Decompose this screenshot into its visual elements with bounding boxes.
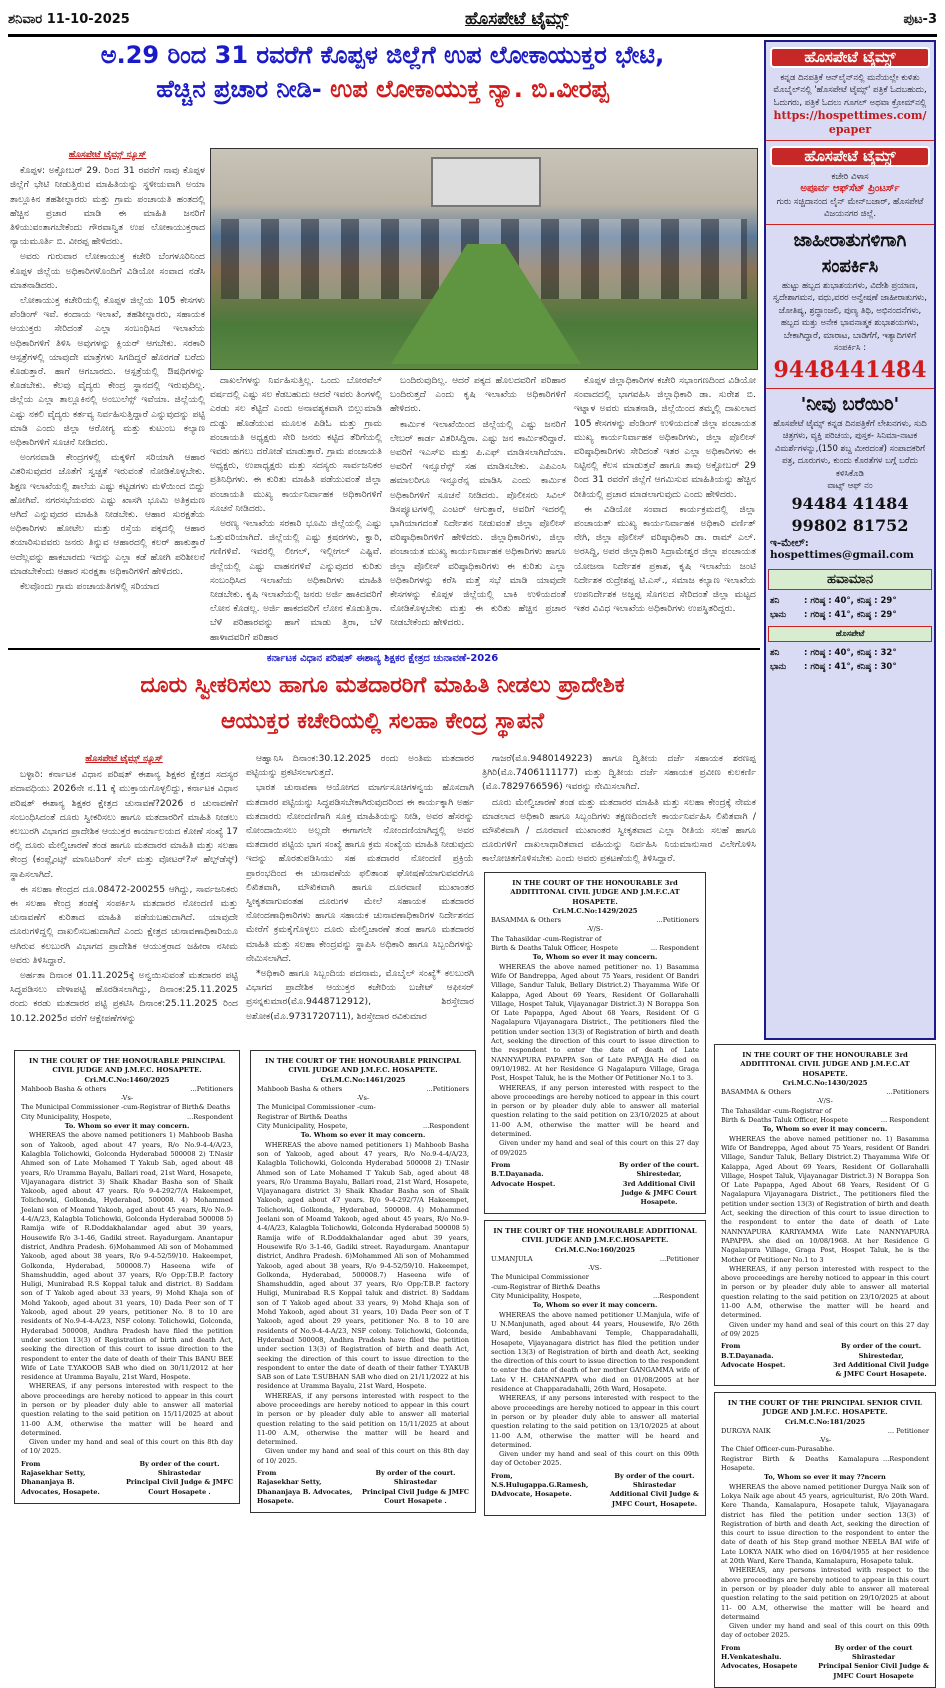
- legal-notice: [714, 1392, 936, 1688]
- printer-name: ಅಪೂರ್ವ ಆಫ್‌ಸೆಟ್ ಪ್ರಿಂಟರ್ಸ್: [800, 183, 900, 194]
- second-paragraph: *ಅಧಿಕಾರಿ ಹಾಗೂ ಸಿಬ್ಬಂದಿಯ ಪದನಾಮ, ಮೊಬೈಲ್ ಸಂಖ್ಯೆ* ಕಲಬುರಗಿ ವಿಭಾಗದ ಪ್ರಾದೇಶಿಕ ಆಯುಕ್ತರ ಕಚೇರಿಯ ಬಜೇಟ್ ಆಫೀಸರ್ ಪ್ರಸನ್ನಕುಮಾರ(ಮೊ.9448712912), ಶಿರಸ್ತೇದಾರ ಅಶೋಕ(ಮೊ.9731720711), ಶಿರಸ್ತೇದಾರ ರವಿಕುಮಾರ: [246, 968, 474, 1022]
- petitioner-role: ...Petitioner: [659, 1254, 699, 1263]
- photo-screen: [431, 157, 541, 207]
- from-line: Rajasekhar Setty,: [21, 1469, 86, 1478]
- versus: -V/S-: [817, 1097, 833, 1106]
- ads-contact-label: ಸಂಪರ್ಕಿಸಿ :: [833, 343, 867, 353]
- versus: -Vs-: [120, 1094, 134, 1103]
- lead-headline-line2: [10, 72, 755, 106]
- order-line: JMFC Court, Hosapete.: [611, 1499, 697, 1508]
- from-line: N.S.Hulugappa.G.Ramesh,: [491, 1481, 589, 1490]
- notice-order: [126, 1460, 233, 1497]
- notice-paragraph: WHEREAS the above named petitioner U.Manjula, wife of U N.Manjunath, aged about 44 years, Housewife, R/o 26th Ward, beside Ambabhavani Temple, Chapparadahalli, Hosapete, Vijayanagara district has filed the petition under section 13(3) of Registration of birth and death Act, seeking the direction of this court to issue direction to the respondent to enter the date of death of her mother GANGAMMA wife of Late V H. CHANNAPPA who died on 01/08/2005 at her residence at Chapparadahalli, 26th Ward, Hosapete.: [491, 1310, 699, 1394]
- weather-max: : 40°,: [828, 647, 854, 658]
- respondent-role: ...Respondent: [187, 1112, 233, 1121]
- page-header: [8, 4, 937, 34]
- respondent-row: [721, 1455, 929, 1474]
- respondent-role: ...Respondent: [883, 1454, 929, 1463]
- lead-paragraph: ಅವರು ಗುರುವಾರ ಲೋಕಾಯುಕ್ತ ಕಚೇರಿ ಬೆಂಗಳೂರಿನಿಂದ ಕೊಪ್ಪಳ ಜಿಲ್ಲೆಯ ಅಧಿಕಾರಿಗಳೊಂದಿಗೆ ವಿಡಿಯೋ ಸಂವಾದ ನಡೆಸಿ ಮಾತನಾಡಿದರು.: [10, 251, 205, 291]
- weather-min-label: ಕನಿಷ್ಠ: [856, 609, 872, 620]
- petitioner-name: DURGYA NAIK: [721, 1426, 771, 1435]
- weather-max-label: : ಗರಿಷ್ಠ: [804, 661, 826, 672]
- respondent-line: Birth & Deaths Taluk Officer, Hospete: [491, 944, 619, 953]
- court-title: IN THE COURT OF THE PRINCIPAL SENIOR CIVIL JUDGE AND J.M.F.C. HOSAPETE.: [727, 1399, 923, 1417]
- second-paragraph: ಅರ್ಹತಾ ದಿನಾಂಕ 01.11.2025ಕ್ಕೆ ಅನ್ವಯಿಸುವಂತೆ ಮತದಾರರ ಪಟ್ಟಿ ಸಿದ್ಧಪಡಿಸಲು ವೇಳಾಪಟ್ಟಿ ಹೊರಡಿಸಲಾಗಿದ್ದು, ದಿನಾಂಕ:25.11.2025 ರಂದು ಕರಡು ಮತದಾರರ ಪಟ್ಟಿ ಪ್ರಕಟಿಸಿ ದಿನಾಂಕ:25.11.2025 ರಿಂದ 10.12.2025ರ ವರೆಗೆ ಆಕ್ಷೇಪಣೆಗಳನ್ನು: [10, 970, 238, 1024]
- case-number: Cri.M.C.No:1429/2025: [552, 906, 638, 915]
- case-number: Cri.M.C.No:181/2025: [784, 1417, 866, 1426]
- epaper-url-path[interactable]: epaper: [828, 123, 872, 136]
- sidebar-masthead: ಹೊಸಪೇಟೆ ಟೈಮ್ಸ್: [770, 47, 930, 68]
- respondent-line: Registrar Birth & Deaths Kamalapura Hosapete.: [721, 1454, 879, 1473]
- weather-row: [766, 608, 934, 622]
- notice-signatures: [491, 1472, 699, 1509]
- from-line: Hosapete.: [257, 1496, 294, 1505]
- versus: -Vs-: [356, 1094, 370, 1103]
- lead-paragraph: ಅಂಗನವಾಡಿ ಕೇಂದ್ರಗಳಲ್ಲಿ ಮಕ್ಕಳಿಗೆ ಸರಿಯಾಗಿ ಆಹಾರ ವಿತರಿಸುವುದರ ಜೊತೆಗೆ ಸ್ವಚ್ಚತೆ ಇರುವಂತೆ ನೋಡಿಕೊಳ್ಳಬೇಕು. ಶಿಕ್ಷಣ ಇಲಾಖೆಯಲ್ಲಿ ಶಾಲೆಯ ಎಷ್ಟು ಕಟ್ಟಡಗಳು ಮಳೆಯಿಂದ ಬಿದ್ದು ಹೋಗಿವೆ. ನಗರಸಭೆಯವರು ಎಷ್ಟು ಖಾಸಗಿ ಭೂಮಿ ಅತಿಕ್ರಮಣ ಆಗಿದೆ ಎನ್ನುವುದರ ಮಾಹಿತಿ ನೀಡಬೇಕು. ಆಹಾರ ಸುರಕ್ಷತೆಯ ಅಧಿಕಾರಿಗಳು ಹೋಟೆಲ ಮತ್ತು ರಸ್ತೆಯ ಪಕ್ಕದಲ್ಲಿ ಆಹಾರ ತಯಾರಿಸುವವರು ಜನರು ತಿನ್ನುವ ಆಹಾರದಲ್ಲಿ ಕಲರ್ ಹಾಕುತ್ತಾರೆ ಅದೆಲ್ಲವನ್ನು ಹಾಕಬಾರದು ಇದನ್ನು ಎಲ್ಲಾ ಕಡೆ ಹೋಗಿ ಪರಿಶೀಲನೆ ಮಾಡಬೇಕೆಂದು ಆಹಾರ ಸುರಕ್ಷತಾ ಅಧಿಕಾರಿಗಳಿಗೆ ಹೇಳಿದರು.: [10, 452, 205, 577]
- notice-paragraph: WHEREAS, if any persons interested with respect to the above proceedings are hereby noticed to appear in this court in person or by pleader duly able to answer all material question relating to the said petition on 15/11/2025 at about 11-00 A.M, otherwise the matter will be heard and determined.: [257, 1391, 469, 1447]
- office-label: ಕಚೇರಿ ವಿಳಾಸ: [831, 171, 869, 182]
- from-line: B.T.Dayanada.: [491, 1170, 544, 1179]
- epaper-link[interactable]: [770, 109, 930, 137]
- whatsapp-number-1[interactable]: 94484 41484: [791, 493, 909, 513]
- respondent-line: City Municipality, Hospete,: [21, 1112, 112, 1121]
- from-line: DAdvocate, Hosapete.: [491, 1490, 572, 1499]
- epaper-text: ಕನ್ನಡ ದಿನಪತ್ರಿಕೆ ಆನ್‌ಲೈನ್‌ನಲ್ಲಿ ಮನೆಯಲ್ಲೇ ಕುಳಿತು ಮೊಬೈಲ್‌ನಲ್ಲಿ 'ಹೊಸಪೇಟೆ ಟೈಮ್ಸ್' ಪತ್ರಿಕೆ ಓದಬಹುದು, ಓದುಗರು, ಪತ್ರಿಕೆ ಓದಲು ಗೂಗಲ್ ಅಥವಾ ಕ್ರೋಮ್‌ನಲ್ಲಿ: [773, 72, 927, 108]
- header-rule: [8, 34, 937, 37]
- respondent-role: ...Respondent: [423, 1122, 469, 1131]
- respondent-line: The Municipal Commissioner: [491, 1273, 589, 1282]
- section-rule: [8, 648, 760, 650]
- weather-heading: ಹವಾಮಾನ: [768, 569, 932, 590]
- lead-byline: ಹೊಸಪೇಟೆ ಟೈಮ್ಸ್ ನ್ಯೂಸ್: [68, 150, 147, 160]
- petitioner-row: [21, 1085, 233, 1094]
- petitioner-role: ...Petitioners: [426, 1084, 469, 1093]
- lead-paragraph: ಬಂದಿರುವುದಿಲ್ಲ. ಆದರೆ ಪಕ್ಕದ ಹೊಲದವರಿಗೆ ಪರಿಹಾರ ಬಂದಿರುತ್ತದೆ ಎಂದು ಕೃಷಿ ಇಲಾಖೆಯ ಅಧಿಕಾರಿಗಳಿಗೆ ಹೇಳಿದರು.: [390, 375, 566, 415]
- respondent-line: Birth & Deaths Taluk Officer, Hospete: [721, 1116, 849, 1125]
- from-line: From: [721, 1342, 741, 1351]
- versus: -V/S-: [587, 925, 603, 934]
- order-line: Additional Civil Judge &: [609, 1490, 699, 1499]
- second-column-3: [482, 752, 756, 864]
- order-line: By order of the court.: [139, 1459, 220, 1468]
- weather-row: [766, 594, 934, 608]
- second-paragraph: ಬಳ್ಳಾರಿ: ಕರ್ನಾಟಕ ವಿಧಾನ ಪರಿಷತ್ ಈಶಾನ್ಯ ಶಿಕ್ಷಕರ ಕ್ಷೇತ್ರದ ಸದಸ್ಯರ ಪದಾವಧಿಯು 2026ನೇ ನ.11 ಕ್ಕೆ ಮುಕ್ತಾಯಗೊಳ್ಳಲಿದ್ದು, ಕರ್ನಾಟಕ ವಿಧಾನ ಪರಿಷತ್ ಈಶಾನ್ಯ ಶಿಕ್ಷಕರ ಕ್ಷೇತ್ರದ ಚುನಾವಣೆ?2026 ರ ಚುನಾವಣೆಗೆ ಸಂಬಂಧಿಸಿದಂತೆ ದೂರು ಸ್ವೀಕರಿಸಲು ಹಾಗೂ ಮತದಾರರಿಗೆ ಮಾಹಿತಿ ನೀಡಲು ಕಲಬುರಗಿ ವಿಭಾಗದ ಪ್ರಾದೇಶಿಕ ಆಯುಕ್ತರ ಕಾರ್ಯಾಲಯದ ಕೋಣೆ ಸಂಖ್ಯೆ 17 ರಲ್ಲಿ ದೂರು ಮೇಲ್ವಿಚಾರಣೆ ತಂಡ ಹಾಗೂ ಮತದಾರರ ಮಾಹಿತಿ ಮತ್ತು ಸಲಹಾ ಕೇಂದ್ರ (ಕಂಪ್ಲೈಂಟ್ಸ್ ಮಾನಿಟರಿಂಗ್ ಸೆಲ್ ಮತ್ತು ವೋಟರ್?ಸ್ ಹೆಲ್ಪ್‌ಡೆಸ್ಕ್) ಸ್ಥಾಪಿಸಲಾಗಿದೆ.: [10, 769, 238, 880]
- weather-day: ಭಾನು: [770, 609, 787, 620]
- notice-paragraph: WHEREAS, if any persons interested with respect to the above proceedings are hereby noticed to appear in this court in person or by pleader duly able to answer all material question relating to the said petition on 13/10/2025 at about 11-00 A.M, otherwise the matter will be heard and determined.: [491, 1394, 699, 1449]
- second-paragraph: ಭಾರತ ಚುನಾವಣಾ ಆಯೋಗದ ಮಾರ್ಗಸೂಚಿಗಳನ್ವಯ ಹೊಸದಾಗಿ ಮತದಾರರ ಪಟ್ಟಿಯನ್ನು ಸಿದ್ಧಪಡಿಸಬೇಕಾಗಿರುವುದರಿಂದ ಈ ಕಾರ್ಯಕ್ಕಾಗಿ ಅರ್ಹ ಮತದಾರರು ನೋಂದಣಿಗಾಗಿ ಸೂಕ್ತ ಮಾಹಿತಿಯನ್ನು ನೀಡಿ, ಅವರ ಹೆಸರನ್ನು ನೋಂದಾಯಿಸಲು ಅಲ್ಲದೇ ಈಗಾಗಲೇ ನೋಂದಣಿಯಾಗಿದ್ದಲ್ಲಿ ಅವರ ಮತದಾರರ ಪಟ್ಟಿಯ ಭಾಗ ಸಂಖ್ಯೆ ಹಾಗೂ ಕ್ರಮ ಸಂಖ್ಯೆಯ ಮಾಹಿತಿ ನೀಡುವುದು ಇದನ್ನು ಹೊರತುಪಡಿಸಿಯು ಸಹ ಮತದಾರರ ನೋಂದಣಿ ಪ್ರಕ್ರಿಯೆ ಪ್ರಾರಂಭದಿಂದ ಈ ಚುನಾವಣೆಯ ಫಲಿತಾಂಶ ಘೋಷಣೆಯಾಗುವವರೆಗೂ ಲಿಖಿತವಾಗಿ, ಮೌಖಿಕವಾಗಿ ಹಾಗೂ ದೂರವಾಣಿ ಮುಖಾಂತರ ಸ್ವೀಕೃತವಾಗುವಂತಹ ದೂರುಗಳ ಮೇಲೆ ಸಹಾಯಕ ಮತದಾರರ ನೋಂದಣಾಧಿಕಾರಿಗಳು ಹಾಗೂ ಸಹಾಯಕ ಚುನಾವಣಾಧಿಕಾರಿಗಳ ನಿರ್ದೇಶನದ ಮೇರೆಗೆ ಕ್ರಮಕೈಗೊಳ್ಳಲು ದೂರು ಮೇಲ್ವಿಚಾರಣೆ ತಂಡ ಹಾಗೂ ಮತದಾರರ ಮಾಹಿತಿ ಮತ್ತು ಸಲಹಾ ಕೇಂದ್ರವನ್ನು ಸ್ಥಾಪಿಸಿ ಅಧಿಕಾರಿ ಹಾಗೂ ಸಿಬ್ಬಂದಿಗಳನ್ನು ನೇಮಿಸಲಾಗಿದೆ.: [246, 782, 474, 964]
- second-column-1: [10, 752, 238, 1042]
- notice-from: [21, 1460, 100, 1497]
- respondent-line: The Tahasildar -cum-Registrar of: [721, 1106, 832, 1115]
- second-column-2: [246, 752, 474, 1042]
- petitioner-row: [491, 916, 699, 925]
- order-line: 3rd Additional Civil: [622, 1179, 696, 1188]
- petitioner-role: ... Petitioner: [887, 1426, 929, 1435]
- petitioner-name: Mahboob Basha & others: [21, 1084, 107, 1093]
- weather-min: : 32°: [874, 647, 897, 658]
- legal-notice: [250, 1050, 476, 1513]
- legal-notice: [14, 1050, 240, 1504]
- weather-day: ಭಾನು: [770, 661, 787, 672]
- notice-from: [257, 1469, 352, 1506]
- respondent-role: ...Respondent: [653, 1292, 699, 1301]
- lead-headline-line1: ಅ.29 ರಿಂದ 31 ರವರೆಗೆ ಕೊಪ್ಪಳ ಜಿಲ್ಲೆಗೆ ಉಪ ಲೋಕಾಯುಕ್ತರ ಭೇಟಿ,: [100, 41, 665, 69]
- lead-paragraph: ಕೊಪ್ಪಳ ಜಿಲ್ಲಾಧಿಕಾರಿಗಳ ಕಚೇರಿ ಸಭಾಂಗಣದಿಂದ ವಿಡಿಯೋ ಸಂವಾದದಲ್ಲಿ ಭಾಗವಹಿಸಿ ಜಿಲ್ಲಾಧಿಕಾರಿ ಡಾ. ಸುರೇಶ ಬಿ. ಇಟ್ನಾಳ ಅವರು ಮಾತನಾಡಿ, ಜಿಲ್ಲೆಯಿಂದ ತಮ್ಮಲ್ಲಿ ದಾಖಲಾದ 105 ಕೇಸಗಳನ್ನು ಪೆಂಡಿಂಗ್ ಉಳಿಯದಂತೆ ಜಿಲ್ಲಾ ಪಂಚಾಯತ ಮುಖ್ಯ ಕಾರ್ಯನಿರ್ವಾಹಕ ಅಧಿಕಾರಿಗಳು, ಜಿಲ್ಲಾ ಪೊಲೀಸ್ ವರಿಷ್ಠಾಧಿಕಾರಿಗಳು ಸೇರಿದಂತೆ ಇತರ ಎಲ್ಲಾ ಅಧಿಕಾರಿಗಳು ಈ ನಿಟ್ಟಿನಲ್ಲಿ ಕೆಲಸ ಮಾಡುತ್ತವೆ ಹಾಗೂ ತಾವು ಅಕ್ಟೋಬರ್ 29 ರಿಂದ 31 ರವರೆಗೆ ಜಿಲ್ಲೆಗೆ ಆಗಮಿಸುವ ಮಾಹಿತಿಯನ್ನು ಹೆಚ್ಚಿನ ರೀತಿಯಲ್ಲಿ ಪ್ರಚಾರ ಮಾಡಲಾಗುವುದು ಎಂದು ಹೇಳಿದರು.: [574, 375, 756, 500]
- petitioner-name: BASAMMA & Others: [721, 1088, 791, 1097]
- second-headline-line1: ದೂರು ಸ್ವೀಕರಿಸಲು ಹಾಗೂ ಮತದಾರರಿಗೆ ಮಾಹಿತಿ ನೀಡಲು ಪ್ರಾದೇಶಿಕ: [140, 673, 625, 698]
- order-line: Hosapete.: [640, 1198, 678, 1207]
- weather-min-label: ಕನಿಷ್ಠ: [856, 595, 872, 606]
- order-line: Shirastedar: [852, 1653, 896, 1662]
- order-line: Court Hosapete .: [148, 1487, 211, 1496]
- order-line: Principal Civil Judge & JMFC: [125, 1478, 233, 1487]
- petitioner-role: ...Petitioners: [886, 1088, 929, 1097]
- notice-signatures: [721, 1644, 929, 1681]
- weather-max: : 40°,: [828, 595, 854, 606]
- lead-column-4: [574, 374, 756, 644]
- lead-paragraph: ಕೆಲವೊಂದು ಗ್ರಾಮ ಪಂಚಾಯತಿಗಳಲ್ಲಿ ಸರಿಯಾದ: [20, 581, 160, 593]
- email-link[interactable]: ಇ-ಮೇಲ್: hospettimes@gmail.com: [770, 536, 914, 561]
- second-kicker: ಕರ್ನಾಟಕ ವಿಧಾನ ಪರಿಷತ್ ಈಶಾನ್ಯ ಶಿಕ್ಷಕರ ಕ್ಷೇತ್ರದ ಚುನಾವಣೆ-2026: [266, 653, 499, 664]
- weather-row: [766, 660, 934, 674]
- second-paragraph: ಆಹ್ವಾನಿಸಿ ದಿನಾಂಕ:30.12.2025 ರಂದು ಅಂತಿಮ ಮತದಾರರ ಪಟ್ಟಿಯನ್ನು ಪ್ರಕಟಿಸಲಾಗುತ್ತದೆ.: [246, 753, 474, 779]
- order-line: Shirastedar: [157, 1469, 202, 1478]
- notice-paragraph: WHEREAS, any persons intrested with respect to the above proceedings are hereby noticed to appear in this court in person or by pleader duly able to answer all matereal question relating to the said petition on 29/10/2025 at about 11- 00 A.M, otherwise the matter will be heard and determaind: [721, 1566, 929, 1621]
- notice-given: Given under my hand and seal of this court on this 27 day of 09/ 2025: [721, 1320, 929, 1338]
- order-line: Judge & JMFC Court: [621, 1188, 697, 1197]
- order-line: Principal Civil Judge & JMFC: [361, 1487, 469, 1496]
- lead-paragraph: ಕಾರ್ಮಿಕ ಇಲಾಖೆಯಿಂದ ಜಿಲ್ಲೆಯಲ್ಲಿ ಎಷ್ಟು ಜನರಿಗೆ ಲೇಬರ್ ಕಾರ್ಡ ವಿತರಿಸಿದ್ದಿರಾ. ಎಷ್ಟು ಜನ ಕಾರ್ಮಿಕರಿದ್ದಾರೆ. ಅವರಿಗೆ ಇಎಸ್‌ಐ ಮತ್ತು ಪಿ.ಎಫ್ ಮಾಡಿಸಲಾಗಿದೆಯಾ. ಅವರಿಗೆ ಇನ್ಸೂರೆನ್ಸ್ ಸಹ ಮಾಡಿಸಬೇಕು. ಎಪಿಎಂಸಿ ಹಮಾಲರಿಗೂ ಇನ್ಸೂರೆನ್ಸ ಮಾಡಿಸಿ ಎಂದು ಕಾರ್ಮಿಕ ಅಧಿಕಾರಿಗಳಿಗೆ ಸೂಚನೆ ನೀಡಿದರು. ಪೊಲೀಸರು ಸಿವಿಲ್ ಡಿಸಪ್ಯೂಟಗಳಲ್ಲಿ ಎಂಟರ್ ಆಗುತ್ತಾರೆ, ಅವರಿಗೆ ಇದರಲ್ಲಿ ಭಾಗಿಯಾಗದಂತೆ ನಿರ್ದೇಶನ ನೀಡುವಂತೆ ಜಿಲ್ಲಾ ಪೊಲೀಸ್ ವರಿಷ್ಠಾಧಿಕಾರಿಗಳಿಗೆ ಹೇಳಿದರು. ಜಿಲ್ಲಾಧಿಕಾರಿಗಳು, ಜಿಲ್ಲಾ ಪಂಚಾಯತ ಮುಖ್ಯ ಕಾರ್ಯನಿರ್ವಾಹಕ ಅಧಿಕಾರಿಗಳು ಹಾಗೂ ಜಿಲ್ಲಾ ಪೊಲೀಸ್ ವರಿಷ್ಠಾಧಿಕಾರಿಗಳು ಈ ಕುರಿತು ಎಲ್ಲಾ ಅಧಿಕಾರಿಗಳನ್ನು ಕರೆಸಿ ಮತ್ತೆ ಸಭೆ ಮಾಡಿ ಯಾವುದೇ ಕೇಸಗಳನ್ನು ಕೊಪ್ಪಳ ಜಿಲ್ಲೆಯಲ್ಲಿ ಬಾಕಿ ಉಳಿಯದಂತೆ ನೋಡಿಕೊಳ್ಳಬೇಕು ಮತ್ತು ಈ ಕುರಿತು ಹೆಚ್ಚಿನ ಪ್ರಚಾರ ನೀಡಬೇಕೆಂದು ಹೇಳಿದರು.: [390, 418, 566, 629]
- order-line: Shirastedar: [632, 1481, 676, 1490]
- second-paragraph: ಗಾಜರೆ(ಮೊ.9480149223) ಹಾಗೂ ದ್ವಿತೀಯ ದರ್ಜೆ ಸಹಾಯಕ ಶರಣಪ್ಪ ತ್ರಿಗಿರಿ(ಮೊ.7406111177) ಮತ್ತು ದ್ವಿತೀಯ ದರ್ಜೆ ಸಹಾಯಕ ಪ್ರವೀಣ ಕುಲಕರ್ಣಿ (ಮೊ.7829766596) ಇವರನ್ನು ನೇಮಿಸಲಾಗಿದೆ.: [482, 753, 756, 793]
- order-line: By order of the court: [834, 1643, 913, 1652]
- petitioner-name: BASAMMA & Others: [491, 916, 561, 925]
- from-line: Advocate Hospet.: [721, 1360, 786, 1369]
- respondent-row: [257, 1122, 469, 1131]
- write-box: [766, 389, 934, 565]
- notice-paragraph: WHEREAS the above named petitioner Durgya Naik son of Lokya Naik age about 45 years, agriculturist, R/o 20th Ward. Kere Thanda, Kamalapura, Hosapete taluk, Vijayanagara district has filed the petition under section 13(3) of Registration of birth and death Act, seeking the direction of this court to issue direction to the respondent to enter the date of death of his Step grand mother NEELA BAI wife of Late LOKYA NAIK who died on 16/04/1955 at her residence at 20th Ward, Kere Thanda, Kamalapura, Hosapete taluk.: [721, 1482, 929, 1566]
- case-number: Cri.M.C.No:1430/2025: [782, 1078, 868, 1087]
- sidebar: [764, 40, 936, 1040]
- respondent-line: The Municipal Commissioner -cum-: [257, 1103, 376, 1112]
- epaper-url[interactable]: https://hospettimes.com/: [773, 109, 927, 122]
- write-text: ಹೊಸಪೇಟೆ ಟೈಮ್ಸ್ ಕನ್ನಡ ದಿನಪತ್ರಿಕೆಗೆ ಲೇಖನಗಳು, ಸುದಿ ಚಿತ್ರಗಳು, ವ್ಯಕ್ತಿ ಪರಿಚಯ, ಪುಸ್ತಕ- ಸಿನಿಮಾ-ನಾಟಕ ವಿಮರ್ಶೆಗಳನ್ನು,(150 ಶಬ್ದ ಮೀರದಂತೆ) ಸಂಪಾದಕರಿಗೆ ಪತ್ರ, ದೂರುಗಳು, ಕುಂದು ಕೊರತೆಗಳ ಬಗ್ಗೆ ಬರೆದು ಕಳಿಸಿಕೊಡಿ: [773, 418, 927, 479]
- lead-paragraph: ಲೋಕಾಯುಕ್ತ ಕಚೇರಿಯಲ್ಲಿ ಕೊಪ್ಪಳ ಜಿಲ್ಲೆಯ 105 ಕೇಸಗಳು ಪೆಂಡಿಂಗ್ ಇವೆ. ಕಂದಾಯ ಇಲಾಖೆ, ತಹಶೀಲ್ದಾರರು, ಸಹಾಯಕ ಆಯುಕ್ತರು ಸೇರಿದಂತೆ ಎಲ್ಲಾ ಸಂಬಂಧಿಸಿದ ಇಲಾಖೆಯ ಅಧಿಕಾರಿಗಳಿಗೆ ತಿಳಿಸಿ ಅವುಗಳನ್ನು ಕ್ಲಿಯರ್ ಆಗಬೇಕು. ಸರಕಾರಿ ಆಸ್ಪತ್ರೆಗಳಲ್ಲಿ ಯಾವುದೇ ಮಾತ್ರೆಗಳು ಸಿಗದಿದ್ದರೆ ಹೊರಗಡೆ ಬರೆದು ಕೊಡುತ್ತಾರೆ. ಹಾಗೆ ಆಗಬಾರದು. ಆಸ್ಪತ್ರೆಯಲ್ಲಿ ಔಷಧಿಗಳನ್ನು ಕೊಡಬೇಕು. ಕೆಲವು ವೈದ್ಯರು ಕೇಂದ್ರ ಸ್ಥಾನದಲ್ಲಿ ಇರುವುದಿಲ್ಲ. ಜಿಲ್ಲೆಯ ಎಲ್ಲಾ ತಾಲ್ಲೂಕಿನಲ್ಲಿ ಅಂಬುಲೆನ್ಸ್ ಇವೆಯಾ. ಜಿಲ್ಲೆಯಲ್ಲಿ ಎಷ್ಟು ನಕಲಿ ವೈದ್ಯರು ಕರ್ತವ್ಯ ನಿರ್ವಹಿಸುತ್ತಿದ್ದಾರೆ ಎನ್ನುವುದನ್ನು ಪಟ್ಟಿ ಮಾಡಿ ಎಂದು ಜಿಲ್ಲಾ ಆರೋಗ್ಯ ಮತ್ತು ಕುಟುಂಬ ಕಲ್ಯಾಣ ಅಧಿಕಾರಿಗಳಿಗೆ ಸೂಚನೆ ನೀಡಿದರು.: [10, 295, 205, 449]
- ads-subheading: ಸಂಪರ್ಕಿಸಿ: [821, 255, 879, 277]
- from-line: Advocates, Hosapete: [721, 1662, 798, 1671]
- respondent-line: -cum-Registrar of Birth& Deaths: [491, 1282, 601, 1291]
- order-line: By order of the court.: [618, 1160, 699, 1169]
- court-title: IN THE COURT OF THE HONOURABLE ADDITIONAL CIVIL JUDGE AND J.M.F.C.HOSAPETE.: [493, 1227, 697, 1245]
- to-whom: To, Whom so ever it may concern.: [532, 1301, 658, 1310]
- legal-notice: [714, 1044, 936, 1386]
- from-line: From: [721, 1643, 741, 1652]
- weather-max: : 41°,: [828, 609, 854, 620]
- weather-max: : 41°,: [828, 661, 854, 672]
- lead-paragraph: ಈ ವಿಡಿಯೋ ಸಂವಾದ ಕಾರ್ಯಕ್ರಮದಲ್ಲಿ ಜಿಲ್ಲಾ ಪಂಚಾಯತ್ ಮುಖ್ಯ ಕಾರ್ಯನಿರ್ವಾಹಕ ಅಧಿಕಾರಿ ವರ್ಣಿತ್ ನೇಗಿ, ಜಿಲ್ಲಾ ಪೊಲೀಸ್ ವರಿಷ್ಠಾಧಿಕಾರಿ ಡಾ. ರಾಮ್ ಎಲ್. ಅರಸಿದ್ದಿ, ಅಪರ ಜಿಲ್ಲಾಧಿಕಾರಿ ಸಿದ್ರಾಮೇಶ್ವರ ಜಿಲ್ಲಾ ಪಂಚಾಯತ ಯೋಜನಾ ನಿರ್ದೇಶಕ ಪ್ರಕಾಶ, ಕೃಷಿ ಇಲಾಖೆಯ ಜಂಟಿ ನಿರ್ದೇಶಕ ರುದ್ರೇಶಪ್ಪ ಟಿ.ಎಸ್., ಸಮಾಜ ಕಲ್ಯಾಣ ಇಲಾಖೆಯ ಉಪನಿರ್ದೇಶಕ ಅಜ್ಜಪ್ಪ ಸೊಗಲದ ಸೇರಿದಂತೆ ಜಿಲ್ಲಾ ಮಟ್ಟದ ಇತರ ವಿವಿಧ ಇಲಾಖೆಯ ಅಧಿಕಾರಿಗಳು ಉಪಸ್ಥಿತರಿದ್ದರು.: [574, 503, 756, 615]
- respondent-role: ... Respondent: [650, 944, 699, 953]
- court-title: IN THE COURT OF THE HONOURABLE PRINCIPAL CIVIL JUDGE AND J.M.F.C. HOSAPETE.: [265, 1057, 461, 1075]
- weather-min: : 29°: [874, 595, 897, 606]
- weather-max-label: : ಗರಿಷ್ಠ: [804, 647, 826, 658]
- ads-phone[interactable]: 9448441484: [773, 356, 927, 383]
- respondent-line: The Tahasildar -cum-Registrar of: [491, 934, 602, 943]
- weather-min-label: ಕನಿಷ್ಠ: [856, 647, 872, 658]
- respondent-row: [491, 944, 699, 953]
- second-headline: [10, 668, 755, 740]
- respondent-line: The Chief Officer-cum-Purasabhe.: [721, 1445, 835, 1454]
- respondent-line: City Municipality, Hospete,: [257, 1122, 348, 1131]
- lead-column-2: [210, 374, 382, 644]
- order-line: Shirestedar,: [636, 1170, 682, 1179]
- issue-date: ಶನಿವಾರ 11-10-2025: [8, 11, 130, 27]
- weather-min: : 30°: [874, 661, 897, 672]
- epaper-box: [766, 42, 934, 141]
- notice-given: Given under my hand and seal of this court on this 09th day of October 2025.: [491, 1450, 699, 1468]
- lead-paragraph: ದಾಖಲೆಗಳನ್ನು ನಿರ್ವಹಿಸುತ್ತಿಲ್ಲ. ಒಂದು ಬೋರವೆಲ್ ವರ್ಷದಲ್ಲಿ ಎಷ್ಟು ಸಲ ಕೆಡಬಹುದು ಆದರೆ ಇವರು ತಿಂಗಳಲ್ಲಿ ಎರಡು ಸಲ ಕೆಟ್ಟಿದೆ ಎಂದು ಅನಾವಶ್ಯಕವಾಗಿ ಬಿಲ್ಲುಮಾಡಿ ದುಡ್ಡು ಹೊಡೆಯುವ ಮೂಲಕ ಪಿಡಿಓ ಮತ್ತು ಗ್ರಾಮ ಪಂಚಾಯತಿ ಅಧ್ಯಕ್ಷರು ಸೇರಿ ಜನರು ಕಟ್ಟಿದ ತೆರಿಗೆಯಲ್ಲಿ ಇವರು ಹಗಲು ದರೋಡೆ ಮಾಡುತ್ತಾರೆ. ಗ್ರಾಮ ಪಂಚಾಯತಿ ಅಧ್ಯಕ್ಷರು, ಉಪಾಧ್ಯಕ್ಷರು ಮತ್ತು ಸದಸ್ಯರು ಸಾರ್ವಜನಿಕರ ಪ್ರತಿನಿಧಿಗಳು. ಈ ಕುರಿತು ಮಾಹಿತಿ ಪಡೆಯುವಂತೆ ಜಿಲ್ಲಾ ಪಂಚಾಯತಿ ಮುಖ್ಯ ಕಾರ್ಯನಿರ್ವಾಹಕ ಅಧಿಕಾರಿಗಳಿಗೆ ಸೂಚನೆ ನೀಡಿದರು.: [210, 375, 382, 514]
- weather-day: ಶನಿ: [770, 595, 780, 606]
- from-line: H.Venkateshalu.: [721, 1653, 782, 1662]
- weather-min: : 29°: [874, 609, 897, 620]
- notice-order: [619, 1161, 699, 1207]
- respondent-row: [491, 1292, 699, 1301]
- order-line: Shirestedar,: [858, 1351, 904, 1360]
- notice-order: [610, 1472, 699, 1509]
- notice-order: [818, 1644, 929, 1681]
- office-box: [766, 141, 934, 225]
- respondent-row: [21, 1113, 233, 1122]
- to-whom: To, Whom so ever it may concern.: [762, 1125, 888, 1134]
- ads-text: ಹುಟ್ಟು ಹಬ್ಬದ ಶುಭಾಶಯಗಳು, ವಿದೇಶಿ ಪ್ರಯಾಣ, ಸ್ವದೇಶಾಗಮನ, ವಧು,ವರರ ಅನ್ವೇಷಣೆ ಜಾಹೀರಾತುಗಳು, ಜೋತಿಷ್ಯ, ಶ್ರದ್ಧಾಂಜಲಿ, ಪುಣ್ಯ ತಿಥಿ, ಅಭಿನಂದನೆಗಳು, ಹಬ್ಬದ ಮತ್ತು ಅನೇಕ ಭಾವನಾತ್ಮಕ ಶುಭಾಶಯಗಳು, ಬೇಕಾಗಿದ್ದಾರೆ, ಮಾರಾಟ, ಬಾಡಿಗೆಗೆ, ಇತ್ಯಾದಿಗಳಿಗೆ: [773, 280, 927, 341]
- legal-notice: [484, 1220, 706, 1516]
- order-line: 3rd Additional Civil Judge: [833, 1360, 929, 1369]
- from-line: From: [257, 1469, 277, 1478]
- weather-box: [766, 569, 934, 674]
- from-line: Advocates, Hosapete.: [21, 1487, 100, 1496]
- weather-min-label: ಕನಿಷ್ಠ: [856, 661, 872, 672]
- ads-box: [766, 225, 934, 389]
- from-line: Dhananjaya B.: [21, 1478, 75, 1487]
- from-line: B.T.Dayanada.: [721, 1351, 774, 1360]
- weather-row: [766, 646, 934, 660]
- second-paragraph: ಈ ಸಲಹಾ ಕೇಂದ್ರದ ದೂ.08472-200255 ಆಗಿದ್ದು, ಸಾರ್ವಜನಿಕರು ಈ ಸಲಹಾ ಕೇಂದ್ರ ತಂಡಕ್ಕೆ ಸಂಪರ್ಕಿಸಿ ಮತದಾರರ ನೋಂದಣಿ ಮತ್ತು ಚುನಾವಣೆಗೆ ಕುರಿತಾದ ಮಾಹಿತಿ ಪಡೆಯಬಹುದಾಗಿದೆ. ಯಾವುದೇ ದೂರುಗಳಿದ್ದಲ್ಲಿ ದಾಖಲಿಸಬಹುದಾಗಿದೆ ಎಂದು ಕ್ಷೇತ್ರದ ಚುನಾವಣಾಧಿಕಾರಿಯೂ ಆಗಿರುವ ಕಲಬುರಗಿ ವಿಭಾಗದ ಪ್ರಾದೇಶಿಕ ಆಯುಕ್ತರಾದ ಜಹೀರಾ ನಸೀಮ ಅವರು ತಿಳಿಸಿದ್ದಾರೆ.: [10, 883, 238, 966]
- notice-paragraph: WHEREAS the above named petitioners 1) Mahboob Basha son of Yakoob, aged about 47 years, R/o No.9-4-4/A/23, Kalagbla Tolichowki, Golconda Hyderabad 500008 2) T.Nasir Ahmed son of Late Mohamed T Yakub Sab, aged about 48 years, R/o Uramma Bayalu, Ballari road, 21st Ward, Hosapete, Vijayanagara district 3) Shaik Khadar Basha son of Shaik Yakoob, aged about 47 years. R/o 9-4-292/7/A Hakeempet, Tolichowki, Golkonda, Hyderabad, 500008. 4) Mohammed Jeelani son of Moamd Yakoob, aged about 45 years, R/o No.9-4-4/A/23, Kalagbla Tolichowki, Golconda Hyderabad 500008 5) Ramija wife of R.Doddakhalandar aged abut 39 years, Housewife R/o 3-1-46, Gadiki street. Rayadurgam. Anantapur district, Andhra Pradesh. 6)Mohammed Ali son of Mohammed Yakoob, aged about 38 years, R/o 9-4-52/59/10. Hakeempet, Golkonda, Hyderabad, 500008.7) Haseena wife of Shamshuddin, aged about 37 years, R/o Opp:T.B.P. factory Huligi, Munirabad R.S Koppal taluk and district. 8) Saddam son of T Yakob aged about 33 years, 9) Mohd Khaja son of Mohd Yakoob, aged about 31 years, 10) Dada Peer son of T Yakoob, aged about 29 years, petitioner No. 8 to 10 are residents of No.9-4-4-A/23, NSF colony. Tolichowki, Golconda, Hyderabad 500008, Andhra Pradesh have filed the petition under section 13(3) of Registration of birth and death Act, seeking the direction of this court to issue direction to the respondent to enter the date of death of their This BANU BEE Wife of Late T.YAKOOB SAB who died on 30/11/2012 at her residence at Uramma Bayalu, 21st Ward, Hospete.: [21, 1131, 233, 1382]
- sidebar-masthead: ಹೊಸಪೇಟೆ ಟೈಮ್ಸ್: [770, 146, 930, 167]
- second-headline-line2: ಆಯುಕ್ತರ ಕಚೇರಿಯಲ್ಲಿ ಸಲಹಾ ಕೇಂದ್ರ ಸ್ಥಾಪನೆ: [221, 709, 544, 734]
- order-line: Shirastedar: [393, 1478, 438, 1487]
- petitioner-name: Mahboob Basha & others: [257, 1084, 343, 1093]
- legal-notice: [484, 872, 706, 1214]
- lead-headline-blue: ಹೆಚ್ಚಿನ ಪ್ರಚಾರ ನೀಡಿ-: [156, 75, 322, 103]
- order-line: By order of the court.: [841, 1342, 922, 1351]
- order-line: By order of the court.: [375, 1469, 456, 1478]
- notice-given: Given under my hand and seal of this court on this 27 day of 09/2025: [491, 1139, 699, 1157]
- lead-paragraph: ಕೊಪ್ಪಳ: ಅಕ್ಟೋಬರ್ 29. ರಿಂದ 31 ರವರೆಗೆ ನಾವು ಕೊಪ್ಪಳ ಜಿಲ್ಲೆಗೆ ಭೇಟಿ ನೀಡುತ್ತಿರುವ ಮಾಹಿತಿಯನ್ನು ಸ್ಥಳೀಯವಾಗಿ ಅಯಾ ತಾಲ್ಲೂಕಿನ ತಹಶೀಲ್ದಾರರು ಮತ್ತು ಗ್ರಾಮ ಪಂಚಾಯತಿ ಹಂತದಲ್ಲಿ ಹೆಚ್ಚಿನ ಪ್ರಚಾರ ಮಾಡಿ ಈ ಮಾಹಿತಿ ಜನರಿಗೆ ತಿಳಿಯುವಂತಾಗಬೇಕೆಂದು ಗೌರವಾನ್ವಿತ ಉಪ ಲೋಕಾಯುಕ್ತರಾದ ನ್ಯಾಯಮೂರ್ತಿ ಬಿ. ವೀರಪ್ಪ ಹೇಳಿದರು.: [10, 165, 205, 248]
- lead-headline-red: ಉಪ ಲೋಕಾಯುಕ್ತ ನ್ಯಾ. ಬಿ.ವೀರಪ್ಪ: [330, 75, 609, 103]
- case-number: Cri.M.C.No:1460/2025: [84, 1075, 170, 1084]
- notice-paragraph: WHEREAS, if any person interested with respect to the above proceedings are hereby noticed to appear in this court in person or by pleader duly able to answer all material question relating to the said petition on 23/10/2025 at about 11-00 A.M, otherwise the matter will be heard and determined.: [721, 1264, 929, 1320]
- petitioner-role: ...Petitioners: [656, 916, 699, 925]
- notice-paragraph: WHEREAS the above named petitioners 1) Mahboob Basha son of Yakoob, aged about 47 years, R/o No.9-4-4/A/23, Kalagbla Tolichowki, Golconda Hyderabad 500008 2) T.Nasir Ahmed son of Late Mohamed T Yakub Sab, aged about 48 years, R/o Uramma Bayalu, Ballari road, 21st Ward, Hosapete, Vijayanagara district 3) Shaik Khadar Basha son of Shaik Yakoob, aged about 47 years. R/o 9-4-292/7/A Hakeempet, Tolichowki, Golkonda, Hyderabad, 500008. 4) Mohammed Jeelani son of Moamd Yakoob, aged about 45 years, R/o No.9-4-4/A/23, Kalagbla Tolichowki, Golconda Hyderabad 500008 5) Ramija wife of R.Doddakhalandar aged abut 39 years, Housewife R/o 3-1-46, Gadiki street. Rayadurgam. Anantapur district, Andhra Pradesh. 6)Mohammed Ali son of Mohammed Yakoob, aged about 38 years, R/o 9-4-52/59/10. Hakeempet, Golkonda, Hyderabad, 500008.7) Haseena wife of Shamshuddin, aged about 37 years, R/o Opp:T.B.P. factory Huligi, Munirabad R.S Koppal taluk and district. 8) Saddam son of T Yakob aged about 33 years, 9) Mohd Khaja son of Mohd Yakoob, aged about 31 years, 10) Dada Peer son of T Yakoob, aged about 29 years, petitioner No. 8 to 10 are residents of No.9-4-4-A/23, NSF colony. Tolichowki, Golconda, Hyderabad 500008, Andhra Pradesh have filed the petition under section 13(3) of Registration of birth and death Act, seeking the direction of this court to issue direction to the respondent to enter the date of death of their father T.YAKUB SAB son of Late T.SUBHAN SAB who died on 21/11/2022 at his residence at Uramma Bayalu, 21st Ward, Hospete.: [257, 1140, 469, 1391]
- masthead: ಹೊಸಪೇಟೆ ಟೈಮ್ಸ್: [464, 9, 569, 29]
- notice-from: [721, 1342, 785, 1379]
- notice-from: [721, 1644, 797, 1681]
- lead-paragraph: ಅರಣ್ಯ ಇಲಾಖೆಯ ಸರಕಾರಿ ಭೂಮಿ ಜಿಲ್ಲೆಯಲ್ಲಿ ಎಷ್ಟು ಒತ್ತುವರಿಯಾಗಿದೆ. ಜಿಲ್ಲೆಯಲ್ಲಿ ಎಷ್ಟು ಕ್ರಷರಗಳು, ಕ್ವಾರಿ, ಗಣಿಗಳಿವೆ. ಇವರಲ್ಲಿ ಲೀಗಲ್, ಇಲ್ಲೀಗಲ್ ಎಷ್ಟಿವೆ. ಜಿಲ್ಲೆಯಲ್ಲಿ ಎಷ್ಟು ವಾಹನಗಳಿವೆ ಎನ್ನುವುದರ ಕುರಿತು ಸಂಬಂಧಿಸಿದ ಇಲಾಖೆಯ ಅಧಿಕಾರಿಗಳು ಮಾಹಿತಿ ನೀಡಬೇಕು. ಕೃಷಿ ಇಲಾಖೆಯಲ್ಲಿ ಜನರು ಅರ್ಜಿ ಹಾಕಿದವರಿಗೆ ಲೋನ ಕೊಡಲ್ಲ. ಅರ್ಜಿ ಹಾಕದವರಿಗೆ ಲೋನ ಕೊಡುತ್ತಿರಾ. ಬೆಳೆ ಪರಿಹಾರವನ್ನು ಹಾಗೆ ಮಾಡು ತ್ತಿರಾ, ಬೆಳೆ ಹಾಳಾದವರಿಗೆ ಪರಿಹಾರ: [210, 518, 382, 643]
- lead-column-3: [390, 374, 566, 644]
- notice-given: Given under my hand and seal of this court on this 09th day of october 2025.: [721, 1622, 929, 1640]
- order-line: Court Hosapete .: [384, 1496, 447, 1505]
- respondent-line: Registrar of Birth& Deaths: [257, 1112, 348, 1121]
- court-title: IN THE COURT OF THE HONOURABLE 3rd ADDITITONAL CIVIL JUDGE AND J.M.F.C.AT HOSAPETE.: [510, 879, 680, 906]
- meeting-photo: [210, 148, 758, 370]
- respondent-line: City Municipality, Hospete,: [491, 1292, 582, 1301]
- to-whom: To, Whom so ever it may ??ncern: [764, 1473, 886, 1482]
- ads-heading: ಜಾಹೀರಾತುಗಳಿಗಾಗಿ: [793, 229, 907, 251]
- petitioner-role: ...Petitioners: [190, 1084, 233, 1093]
- order-line: By order of the court.: [614, 1471, 695, 1480]
- court-title: IN THE COURT OF THE HONOURABLE PRINCIPAL CIVIL JUDGE AND J.M.F.C. HOSAPETE.: [29, 1057, 225, 1075]
- versus: -VS-: [588, 1264, 602, 1273]
- office-address: ಗುರು ಸಚ್ಚಿದಾನಂದ ಲೈನ್ ಮೇನ್‌ಬಜಾರ್, ಹೊಸಪೇಟೆ ವಿಜಯನಗರ ಜಿಲ್ಲೆ.: [776, 196, 924, 219]
- weather-day: ಶನಿ: [770, 647, 780, 658]
- respondent-row: [721, 1116, 929, 1125]
- notice-order: [362, 1469, 469, 1506]
- to-whom: To. Whom so ever it may concern.: [300, 1131, 426, 1140]
- petitioner-row: [721, 1427, 929, 1436]
- from-line: Rajasekhar Setty,: [257, 1478, 322, 1487]
- case-number: Cri.M.C.No:1461/2025: [320, 1075, 406, 1084]
- notice-signatures: [257, 1469, 469, 1506]
- notice-signatures: [21, 1460, 233, 1497]
- petitioner-row: [721, 1088, 929, 1097]
- from-line: From,: [491, 1471, 513, 1480]
- notice-from: [491, 1161, 555, 1207]
- order-line: & JMFC Court Hosapete.: [835, 1370, 927, 1379]
- from-line: Advocate Hospet.: [491, 1179, 556, 1188]
- notice-signatures: [491, 1161, 699, 1207]
- whatsapp-label: ವಾಟ್ಸ್ ಆಫ್ ನಂ: [827, 481, 873, 491]
- petitioner-row: [257, 1085, 469, 1094]
- notice-from: [491, 1472, 588, 1509]
- lead-column-1: [10, 148, 205, 646]
- notice-given: Given under my hand and seal of this court on this 8th day of 10/ 2025.: [21, 1438, 233, 1456]
- versus: -Vs-: [818, 1436, 832, 1445]
- order-line: JMFC Court Hosapete: [833, 1671, 914, 1680]
- second-byline: ಹೊಸಪೇಟೆ ಟೈಮ್ಸ್ ನ್ಯೂಸ್: [85, 754, 163, 764]
- weather-max-label: : ಗರಿಷ್ಠ: [804, 609, 826, 620]
- notice-paragraph: WHEREAS, if any persons interested with respect to the above proceedings are hereby noticed to appear in this court in person or by pleader duly able to answer all material question relating to the said petition on 15/11/2025 at about 11-00 A.M, otherwise the matter will be heard and determined.: [21, 1382, 233, 1437]
- to-whom: To, Whom so ever it may concern.: [532, 953, 658, 962]
- court-title: IN THE COURT OF THE HONOURABLE 3rd ADDITITONAL CIVIL JUDGE AND J.M.F.C.AT HOSAPETE.: [740, 1051, 910, 1078]
- notice-signatures: [721, 1342, 929, 1379]
- lead-headline: [10, 38, 755, 106]
- petitioner-name: U.MANJULA: [491, 1254, 533, 1263]
- weather-city: ಹೊಸಪೇಟೆ: [768, 626, 932, 642]
- case-number: Cri.M.C.No:160/2025: [554, 1245, 636, 1254]
- notice-order: [833, 1342, 929, 1379]
- page-number: ಪುಟ-3: [903, 11, 937, 27]
- notice-paragraph: WHEREAS, if any person interested with respect to the above proceedings are hereby noticed to appear in this court in person or by pleader duly able to answer all material question relating to the said petition on 23/10/2025 at about 11-00 A.M, otherwise the matter will be heard and determined.: [491, 1083, 699, 1139]
- second-paragraph: ದೂರು ಮೇಲ್ವಿಚಾರಣೆ ತಂಡ ಮತ್ತು ಮತದಾರರ ಮಾಹಿತಿ ಮತ್ತು ಸಲಹಾ ಕೇಂದ್ರಕ್ಕೆ ನೇಮಕ ಮಾಡಲಾದ ಅಧಿಕಾರಿ ಹಾಗೂ ಸಿಬ್ಬಂದಿಗಳು ತಕ್ಷಣದಿಂದಲೇ ಕಾರ್ಯನಿರ್ವಹಿಸಿ ಲಿಖಿತವಾಗಿ / ಮೌಖಿಕವಾಗಿ / ದೂರವಾಣಿ ಮುಖಾಂತರ ಸ್ವೀಕೃತವಾದ ಎಲ್ಲಾ ರೀತಿಯ ಸಲಹೆ ಹಾಗೂ ದೂರುಗಳಿಗೆ ದಾಖಲಾಧಾರಿತವಾದ ವಹಿಯನ್ನು ನಿರ್ವಹಿಸಿ ನಿಯಮಾನುಸಾರ ವಿಲೇಗೊಳಿಸಿ ಕಾಲೋಚಿತಗೊಳಿಸಬೇಕು ಎಂದು ಅವರು ಪ್ರಕಟಣೆಯಲ್ಲಿ ತಿಳಿಸಿದ್ದಾರೆ.: [482, 796, 756, 864]
- to-whom: To. Whom so ever it may concern.: [64, 1122, 190, 1131]
- from-line: From: [491, 1160, 511, 1169]
- notice-paragraph: WHEREAS the above named petitioner no. 1) Basamma Wife Of Bandreppa, Aged about 75 Years, resident Of Bandri Village, Sandur Taluk, Bellary District.2) Thayamma Wife Of Kalappa, Aged About 69 Years, Resident Of Gollarahalli Village, Hospet Taluk, Vijayanagar District.3) N Borappa Son Of Late Papappa, Aged About 68 Years, Resident Of G Nagalapura Vijayanagara District., The petitioners filed the petition under section 13(3) of Registration of birth and death Act, seeking the direction of this court to issue direction to the respondent to enter the date of death of Late NANNYAPURA KARIYAMMA Wife Late NANNYAPURA PAPAPPA. she died on 10/08/1968. At her Residence G Nagalapura Village, Graga Post, Hospet Taluk, he is the Mother Of Petitioner No.1 to 3: [721, 1134, 930, 1264]
- order-line: Principal Senior Civil Judge &: [818, 1662, 929, 1671]
- notice-given: Given under my hand and seal of this court on this 8th day of 10/ 2025.: [257, 1447, 469, 1465]
- write-heading: 'ನೀವು ಬರೆಯಿರಿ': [800, 393, 900, 415]
- notice-paragraph: WHEREAS the above named petitioner no. 1) Basamma Wife Of Bandreppa, Aged about 75 Years, resident Of Bandri Village, Sandur Taluk, Bellary District.2) Thayamma Wife Of Kalappa, Aged About 69 Years, Resident Of Gollarahalli Village, Hospet Taluk, Vijayanagar District.3) N Borappa Son Of Late Papappa, Aged About 68 Years, Resident Of G Nagalapura Vijayanagara District., The petitioners filed the petition under section 13(3) of Registration of birth and death Act, seeking the direction of this court to issue direction to the respondent to enter the date of death of Late NANNYAPURA PAPAPPA Son of Late PAPAJJA He died on 09/10/1982. At her Residence G Nagalapura Village, Graga Post, Hospet Taluk, he is the Mother Of Petitioner No.1 to 3.: [491, 962, 700, 1083]
- respondent-line: The Municipal Commissioner -cum-Registrar of Birth& Deaths: [21, 1103, 231, 1112]
- from-line: Dhananjaya B. Advocates,: [257, 1487, 353, 1496]
- respondent-role: ... Respondent: [880, 1116, 929, 1125]
- whatsapp-number-2[interactable]: 99802 81752: [791, 515, 909, 535]
- weather-max-label: : ಗರಿಷ್ಠ: [804, 595, 826, 606]
- petitioner-row: [491, 1255, 699, 1264]
- from-line: From: [21, 1459, 41, 1468]
